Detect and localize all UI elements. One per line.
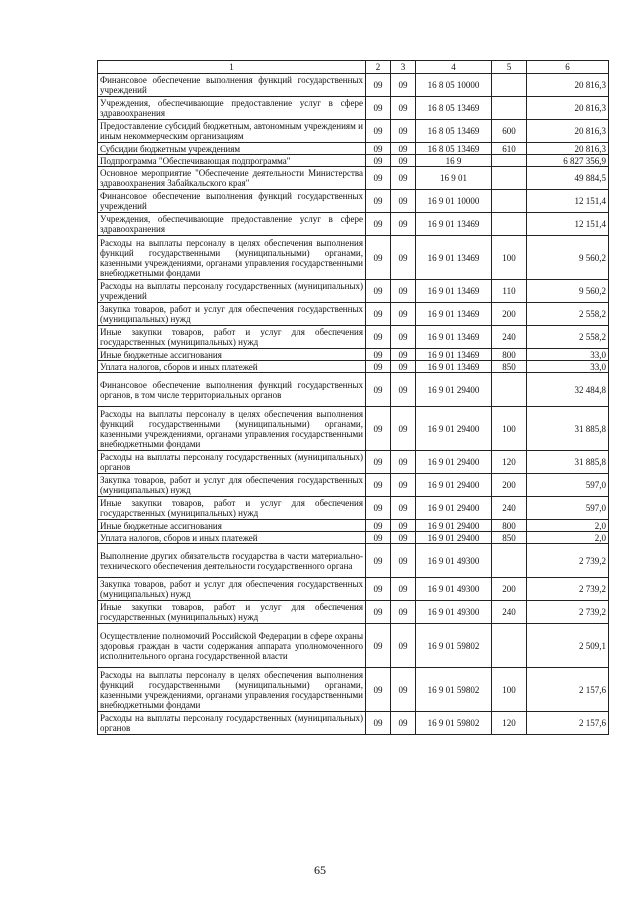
row-target-code: 16 9 01 29400	[416, 407, 492, 451]
row-expense-type: 200	[492, 474, 527, 497]
row-subsection: 09	[391, 120, 416, 143]
header-cell: 4	[416, 61, 492, 74]
row-expense-type	[492, 97, 527, 120]
row-description: Расходы на выплаты персоналу государственных (муниципальных) органов	[98, 451, 366, 474]
row-description: Учреждения, обеспечивающие предоставление услуг в сфере здравоохранения	[98, 97, 366, 120]
row-section: 09	[366, 532, 391, 544]
row-description: Закупка товаров, работ и услуг для обеспечения государственных (муниципальных) нужд	[98, 474, 366, 497]
row-section: 09	[366, 190, 391, 213]
row-subsection: 09	[391, 349, 416, 361]
row-target-code: 16 9 01 59802	[416, 624, 492, 668]
row-subsection: 09	[391, 474, 416, 497]
table-row	[98, 578, 609, 601]
row-expense-type: 600	[492, 120, 527, 143]
row-expense-type: 120	[492, 451, 527, 474]
table-row	[98, 373, 609, 407]
row-target-code: 16 9 01 59802	[416, 668, 492, 712]
row-section: 09	[366, 407, 391, 451]
row-amount: 12 151,4	[527, 190, 609, 213]
row-target-code: 16 9 01 13469	[416, 213, 492, 236]
row-amount: 20 816,3	[527, 74, 609, 97]
row-section: 09	[366, 74, 391, 97]
row-description: Субсидии бюджетным учреждениям	[98, 143, 366, 155]
row-subsection: 09	[391, 143, 416, 155]
row-expense-type: 100	[492, 668, 527, 712]
row-expense-type: 100	[492, 236, 527, 280]
row-section: 09	[366, 167, 391, 190]
row-subsection: 09	[391, 451, 416, 474]
header-cell: 2	[366, 61, 391, 74]
row-amount: 20 816,3	[527, 143, 609, 155]
table-row	[98, 167, 609, 190]
row-amount: 2,0	[527, 520, 609, 532]
row-section: 09	[366, 624, 391, 668]
table-row	[98, 349, 609, 361]
row-subsection: 09	[391, 668, 416, 712]
row-description: Иные закупки товаров, работ и услуг для обеспечения государственных (муниципальных) нужд	[98, 601, 366, 624]
row-amount: 2 509,1	[527, 624, 609, 668]
row-description: Финансовое обеспечение выполнения функций государственных учреждений	[98, 190, 366, 213]
row-expense-type: 800	[492, 520, 527, 532]
row-subsection: 09	[391, 407, 416, 451]
row-subsection: 09	[391, 167, 416, 190]
row-expense-type	[492, 74, 527, 97]
row-description: Расходы на выплаты персоналу в целях обеспечения выполнения функций государственными (муниципальными) органами, казенными учреждениями, органами управления государственными внебюджетными фондами	[98, 668, 366, 712]
row-description: Закупка товаров, работ и услуг для обеспечения государственных (муниципальных) нужд	[98, 578, 366, 601]
row-subsection: 09	[391, 326, 416, 349]
row-description: Финансовое обеспечение выполнения функций государственных учреждений	[98, 74, 366, 97]
row-amount: 597,0	[527, 474, 609, 497]
row-target-code: 16 9 01 13469	[416, 361, 492, 373]
table-row	[98, 303, 609, 326]
row-target-code: 16 9 01 29400	[416, 520, 492, 532]
budget-table-body	[98, 61, 609, 735]
row-expense-type	[492, 167, 527, 190]
row-description: Иные закупки товаров, работ и услуг для обеспечения государственных (муниципальных) нужд	[98, 326, 366, 349]
row-subsection: 09	[391, 712, 416, 735]
row-expense-type: 240	[492, 601, 527, 624]
row-description: Иные бюджетные ассигнования	[98, 349, 366, 361]
row-subsection: 09	[391, 155, 416, 167]
row-amount: 9 560,2	[527, 236, 609, 280]
row-amount: 31 885,8	[527, 407, 609, 451]
table-row	[98, 497, 609, 520]
row-amount: 597,0	[527, 497, 609, 520]
row-description: Учреждения, обеспечивающие предоставление услуг в сфере здравоохранения	[98, 213, 366, 236]
row-target-code: 16 9 01 13469	[416, 326, 492, 349]
row-description: Уплата налогов, сборов и иных платежей	[98, 532, 366, 544]
row-section: 09	[366, 451, 391, 474]
row-target-code: 16 9 01 49300	[416, 601, 492, 624]
row-target-code: 16 8 05 13469	[416, 97, 492, 120]
row-expense-type: 200	[492, 578, 527, 601]
row-description: Предоставление субсидий бюджетным, автономным учреждениям и иным некоммерческим организациям	[98, 120, 366, 143]
row-amount: 2 558,2	[527, 303, 609, 326]
table-row	[98, 280, 609, 303]
row-expense-type: 240	[492, 326, 527, 349]
row-expense-type: 240	[492, 497, 527, 520]
header-cell: 3	[391, 61, 416, 74]
header-cell: 6	[527, 61, 609, 74]
row-section: 09	[366, 544, 391, 578]
row-amount: 2 157,6	[527, 712, 609, 735]
row-target-code: 16 9 01 29400	[416, 497, 492, 520]
row-target-code: 16 8 05 10000	[416, 74, 492, 97]
row-subsection: 09	[391, 578, 416, 601]
row-target-code: 16 9	[416, 155, 492, 167]
row-subsection: 09	[391, 190, 416, 213]
row-expense-type	[492, 213, 527, 236]
row-target-code: 16 8 05 13469	[416, 120, 492, 143]
row-amount: 2 157,6	[527, 668, 609, 712]
row-description: Основное мероприятие "Обеспечение деятельности Министерства здравоохранения Забайкальского края"	[98, 167, 366, 190]
table-row	[98, 668, 609, 712]
row-expense-type: 610	[492, 143, 527, 155]
row-target-code: 16 9 01 49300	[416, 544, 492, 578]
row-description: Подпрограмма "Обеспечивающая подпрограмма"	[98, 155, 366, 167]
table-row	[98, 474, 609, 497]
table-row	[98, 97, 609, 120]
row-section: 09	[366, 361, 391, 373]
table-row	[98, 451, 609, 474]
row-section: 09	[366, 349, 391, 361]
row-description: Финансовое обеспечение выполнения функций государственных органов, в том числе территориальных органов	[98, 373, 366, 407]
row-description: Расходы на выплаты персоналу в целях обеспечения выполнения функций государственными (муниципальными) органами, казенными учреждениями, органами управления государственными внебюджетными фондами	[98, 236, 366, 280]
row-amount: 2 739,2	[527, 544, 609, 578]
row-subsection: 09	[391, 361, 416, 373]
budget-table	[97, 60, 609, 735]
table-row	[98, 712, 609, 735]
row-target-code: 16 9 01 29400	[416, 373, 492, 407]
row-target-code: 16 9 01	[416, 167, 492, 190]
row-section: 09	[366, 712, 391, 735]
page-number: 65	[314, 863, 326, 877]
row-expense-type: 800	[492, 349, 527, 361]
table-row	[98, 601, 609, 624]
row-section: 09	[366, 143, 391, 155]
row-description: Уплата налогов, сборов и иных платежей	[98, 361, 366, 373]
row-section: 09	[366, 601, 391, 624]
row-amount: 2 739,2	[527, 601, 609, 624]
row-amount: 49 884,5	[527, 167, 609, 190]
row-section: 09	[366, 120, 391, 143]
row-section: 09	[366, 280, 391, 303]
row-section: 09	[366, 578, 391, 601]
row-amount: 33,0	[527, 349, 609, 361]
row-subsection: 09	[391, 373, 416, 407]
row-amount: 2 558,2	[527, 326, 609, 349]
table-header-row	[98, 61, 609, 74]
table-row	[98, 190, 609, 213]
row-amount: 6 827 356,9	[527, 155, 609, 167]
row-subsection: 09	[391, 624, 416, 668]
row-amount: 2 739,2	[527, 578, 609, 601]
row-description: Осуществление полномочий Российской Федерации в сфере охраны здоровья граждан в части содержания аппарата уполномоченного исполнительного органа государственной власти	[98, 624, 366, 668]
table-row	[98, 361, 609, 373]
row-subsection: 09	[391, 74, 416, 97]
row-amount: 9 560,2	[527, 280, 609, 303]
row-subsection: 09	[391, 544, 416, 578]
table-row	[98, 155, 609, 167]
row-target-code: 16 9 01 59802	[416, 712, 492, 735]
row-description: Закупка товаров, работ и услуг для обеспечения государственных (муниципальных) нужд	[98, 303, 366, 326]
row-expense-type	[492, 624, 527, 668]
row-section: 09	[366, 326, 391, 349]
row-subsection: 09	[391, 601, 416, 624]
row-amount: 12 151,4	[527, 213, 609, 236]
row-amount: 32 484,8	[527, 373, 609, 407]
row-target-code: 16 9 01 29400	[416, 532, 492, 544]
row-expense-type	[492, 190, 527, 213]
table-row	[98, 236, 609, 280]
row-subsection: 09	[391, 236, 416, 280]
row-section: 09	[366, 97, 391, 120]
row-amount: 33,0	[527, 361, 609, 373]
table-row	[98, 326, 609, 349]
table-row	[98, 624, 609, 668]
row-description: Расходы на выплаты персоналу в целях обеспечения выполнения функций государственными (муниципальными) органами, казенными учреждениями, органами управления государственными внебюджетными фондами	[98, 407, 366, 451]
row-target-code: 16 9 01 10000	[416, 190, 492, 213]
row-amount: 2,0	[527, 532, 609, 544]
row-section: 09	[366, 236, 391, 280]
row-amount: 20 816,3	[527, 120, 609, 143]
row-description: Иные закупки товаров, работ и услуг для обеспечения государственных (муниципальных) нужд	[98, 497, 366, 520]
row-section: 09	[366, 474, 391, 497]
row-expense-type: 200	[492, 303, 527, 326]
table-row	[98, 143, 609, 155]
row-expense-type: 110	[492, 280, 527, 303]
row-target-code: 16 9 01 29400	[416, 474, 492, 497]
row-subsection: 09	[391, 280, 416, 303]
row-section: 09	[366, 373, 391, 407]
row-target-code: 16 9 01 13469	[416, 236, 492, 280]
row-expense-type: 850	[492, 361, 527, 373]
row-section: 09	[366, 303, 391, 326]
row-section: 09	[366, 497, 391, 520]
row-target-code: 16 8 05 13469	[416, 143, 492, 155]
row-expense-type: 120	[492, 712, 527, 735]
row-description: Расходы на выплаты персоналу государственных (муниципальных) учреждений	[98, 280, 366, 303]
row-subsection: 09	[391, 97, 416, 120]
row-description: Иные бюджетные ассигнования	[98, 520, 366, 532]
header-cell: 5	[492, 61, 527, 74]
row-expense-type: 100	[492, 407, 527, 451]
table-row	[98, 213, 609, 236]
row-subsection: 09	[391, 497, 416, 520]
row-expense-type	[492, 155, 527, 167]
row-description: Выполнение других обязательств государства в части материально-технического обеспечения деятельности государственного органа	[98, 544, 366, 578]
row-section: 09	[366, 213, 391, 236]
row-expense-type	[492, 544, 527, 578]
row-section: 09	[366, 155, 391, 167]
row-subsection: 09	[391, 303, 416, 326]
row-section: 09	[366, 520, 391, 532]
row-target-code: 16 9 01 49300	[416, 578, 492, 601]
table-row	[98, 544, 609, 578]
row-target-code: 16 9 01 13469	[416, 280, 492, 303]
row-expense-type: 850	[492, 532, 527, 544]
row-amount: 31 885,8	[527, 451, 609, 474]
row-target-code: 16 9 01 29400	[416, 451, 492, 474]
row-subsection: 09	[391, 532, 416, 544]
row-subsection: 09	[391, 213, 416, 236]
row-target-code: 16 9 01 13469	[416, 349, 492, 361]
row-amount: 20 816,3	[527, 97, 609, 120]
table-row	[98, 74, 609, 97]
row-subsection: 09	[391, 520, 416, 532]
table-row	[98, 407, 609, 451]
header-cell: 1	[98, 61, 366, 74]
row-description: Расходы на выплаты персоналу государственных (муниципальных) органов	[98, 712, 366, 735]
row-expense-type	[492, 373, 527, 407]
row-target-code: 16 9 01 13469	[416, 303, 492, 326]
table-row	[98, 532, 609, 544]
table-row	[98, 520, 609, 532]
row-section: 09	[366, 668, 391, 712]
table-row	[98, 120, 609, 143]
